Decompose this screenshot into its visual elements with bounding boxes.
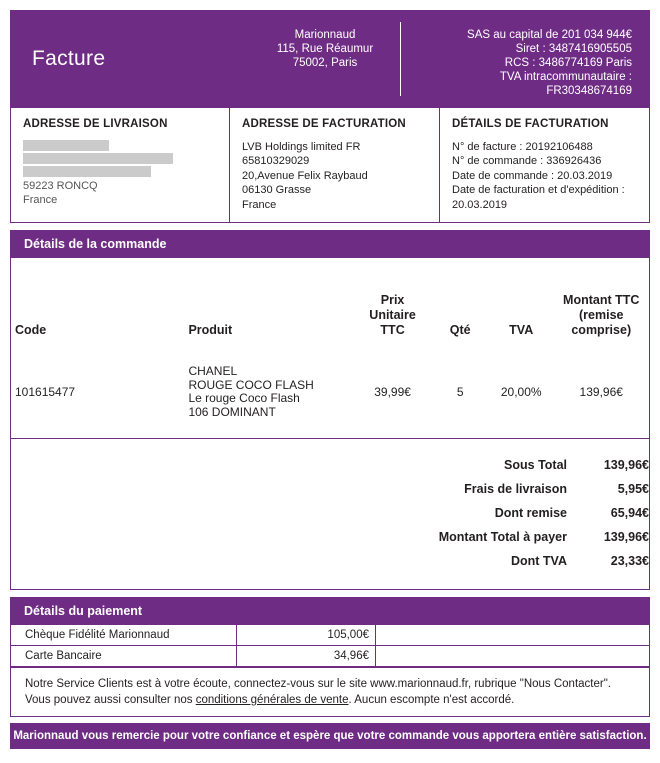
cell-vat: 20,00% [500, 385, 542, 399]
cell-product [184, 346, 353, 438]
company-legal-line: Siret : 3487416905505 [515, 43, 632, 55]
total-value: 5,95€ [617, 482, 649, 496]
billing-address-title: ADRESSE DE FACTURATION [242, 118, 406, 130]
table-row [11, 646, 649, 667]
total-label: Montant Total à payer [438, 530, 567, 544]
thank-you-footer: Marionnaud vous remercie pour votre confiance et espère que votre commande vous apportera entière satisfaction. [10, 723, 650, 749]
delivery-address-block [11, 108, 229, 222]
total-value: 65,94€ [610, 506, 649, 520]
delivery-address-line: 59223 RONCQ [23, 179, 98, 192]
payment-box [10, 625, 650, 667]
totals-row [439, 549, 649, 573]
page-title: Facture [32, 47, 106, 70]
cell-amount: 139,96€ [579, 385, 623, 399]
totals-block [11, 439, 649, 589]
order-items-head [11, 258, 649, 346]
customer-service-note [10, 667, 650, 717]
billing-address-line: 20,Avenue Felix Raybaud [242, 169, 368, 182]
invoice-details-title: DÉTAILS DE FACTURATION [452, 118, 609, 130]
cell-unit-price: 39,99€ [374, 385, 411, 399]
billing-address-line: 06130 Grasse [242, 184, 312, 196]
totals-table [439, 453, 649, 573]
company-legal-line: SAS au capital de 201 034 944€ [467, 29, 632, 41]
invoice-details-line: Date de commande : 20.03.2019 [452, 169, 613, 182]
total-value: 139,96€ [603, 458, 649, 472]
merchant-address [250, 10, 400, 108]
total-label: Frais de livraison [464, 482, 567, 496]
column-header-amount: Montant TTC (remise comprise) [563, 293, 640, 337]
column-header-vat: TVA [509, 323, 534, 337]
totals-row [439, 525, 649, 549]
invoice-details-line: 20.03.2019 [452, 198, 508, 211]
note-text-before: Notre Service Clients est à votre écoute, connectez-vous sur le site www.marionnaud.fr, rubrique "Nous Contacter". Vous pouvez aussi consulter nos [25, 678, 611, 706]
column-header-product: Produit [188, 323, 233, 337]
order-items-box [10, 258, 650, 590]
merchant-address-line: 115, Rue Réaumur [276, 43, 374, 55]
totals-row [439, 453, 649, 477]
delivery-address-line: France [23, 194, 58, 206]
total-label: Sous Total [504, 458, 567, 472]
delivery-address-title: ADRESSE DE LIVRAISON [23, 118, 168, 130]
column-header-qty: Qté [449, 323, 471, 337]
total-value: 139,96€ [603, 530, 649, 544]
invoice-details-line: N° de commande : 336926436 [452, 155, 602, 167]
cell-code: 101615477 [15, 385, 76, 399]
product-desc-2: 106 DOMINANT [188, 404, 276, 419]
company-legal-info [401, 10, 650, 108]
order-details-section-title: Détails de la commande [10, 230, 650, 258]
invoice-details-line: N° de facture : 20192106488 [452, 140, 593, 153]
column-header-code: Code [15, 323, 47, 337]
payment-method-label: Carte Bancaire [25, 650, 102, 662]
payment-method-label: Chèque Fidélité Marionnaud [11, 625, 237, 646]
payment-method-amount: 105,00€ [237, 625, 376, 646]
total-label: Dont remise [494, 506, 567, 520]
order-items-body [11, 346, 649, 438]
company-legal-line: TVA intracommunautaire : [499, 71, 632, 83]
invoice-header [10, 10, 650, 108]
payment-row-spacer [376, 646, 650, 667]
product-name: ROUGE COCO FLASH [188, 377, 314, 392]
total-label: Dont TVA [510, 554, 567, 568]
redaction-bar [23, 166, 151, 177]
payment-section-title: Détails du paiement [10, 597, 650, 625]
order-items-table [11, 258, 649, 438]
billing-address-block [229, 108, 439, 222]
redaction-bar [23, 153, 173, 164]
total-value: 23,33€ [610, 554, 649, 568]
payment-method-amount: 34,96€ [237, 646, 376, 667]
payment-table [11, 625, 649, 666]
table-row [11, 625, 649, 646]
merchant-address-line: Marionnaud [294, 29, 356, 41]
cell-qty: 5 [456, 385, 464, 399]
invoice-details-block [439, 108, 649, 222]
billing-address-line: 65810329029 [242, 155, 310, 167]
column-header-unit-price: Prix Unitaire TTC [369, 293, 416, 337]
billing-address-line: LVB Holdings limited FR [242, 140, 361, 153]
totals-row [439, 477, 649, 501]
company-legal-line: RCS : 3486774169 Paris [504, 57, 632, 69]
table-header-row [11, 258, 649, 346]
product-desc-1: Le rouge Coco Flash [188, 391, 300, 405]
invoice-details-line: Date de facturation et d'expédition : [452, 184, 625, 196]
redaction-bar [23, 140, 109, 151]
totals-row [439, 501, 649, 525]
note-text-after: . Aucun escompte n'est accordé. [348, 694, 515, 706]
company-legal-line: FR30348674169 [546, 85, 632, 97]
product-brand: CHANEL [188, 364, 238, 378]
address-band [10, 108, 650, 223]
payment-row-spacer [376, 625, 650, 646]
redacted-recipient [23, 140, 219, 177]
table-row [11, 346, 649, 438]
terms-link[interactable]: conditions générales de vente [195, 694, 349, 706]
merchant-address-line: 75002, Paris [292, 57, 358, 69]
billing-address-line: France [242, 198, 277, 211]
